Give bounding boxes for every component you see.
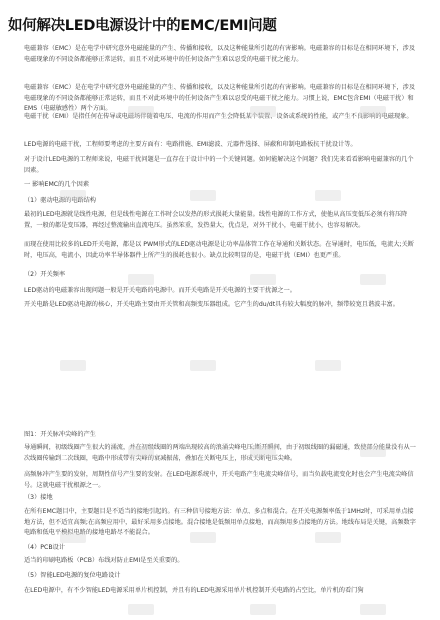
subheading-switching-frequency: （2）开关频率 <box>24 271 66 278</box>
watermark-tile <box>128 106 154 117</box>
figure-caption: 图1：开关脉冲尖峰的产生 <box>24 431 96 438</box>
paragraph-design-aspects: LED电源的电磁干扰，工程师要考虑的主要方面有：电路措施、EMI滤波、元器件选择、屏蔽和印制电路板抗干扰设计等。 <box>24 141 357 148</box>
paragraph-switching-source: LED驱动的电磁兼容出现问题一般是开关电路的电源中。而开关电路是开关电源的主要干扰源之一。 <box>24 287 296 294</box>
watermark-tile <box>190 190 216 201</box>
watermark-tile <box>60 190 86 201</box>
watermark-tile <box>315 532 341 543</box>
paragraph-intro-question: 对于设计LED电源的工程师来说，电磁干扰问题是一直存在于设计中的一个关键问题。如何能解决这个问题？我们先来看看影响电磁兼容的几个因素。 <box>24 156 414 174</box>
subheading-pcb-design: （4）PCB设计 <box>24 544 65 551</box>
subheading-grounding: （3）接地 <box>24 494 53 501</box>
watermark-tile <box>190 360 216 371</box>
watermark-tile <box>128 274 154 285</box>
watermark-tile <box>315 190 341 201</box>
article-title: 如何解决LED电源设计中的EMC/EMI问题 <box>8 18 277 34</box>
subheading-circuit-structure: （1）驱动电源的电路结构 <box>24 197 96 204</box>
paragraph-reset-circuit: 在LED电源中，有不少智能LED电源采用单片机控制，并且有的LED电源采用单片机控制开关电路的占空比，单片机的看门狗 <box>24 587 364 594</box>
watermark-tile <box>60 532 86 543</box>
paragraph-emi-definition: 电磁干扰（EMI）是指任何在传导或电磁场伴随着电压、电流的作用而产生会降低某个装置、设备或系统的性能，或产生不良影响的电磁现象。 <box>24 113 413 120</box>
watermark-tile <box>250 106 276 117</box>
section-heading-factors: 一 影响EMC的几个因素 <box>24 181 90 188</box>
paragraph-emc-scope: 电磁兼容（EMC）是在电学中研究意外电磁能量的产生、传播和接收，以及这种能量所引起的有害影响。电磁兼容的目标是在相同环境下，涉及电磁现象的不同设备都能够正常运转，而且不对此环境中的任何设备产生难以忍受的电磁干扰之能力。习惯上说，EMC包含EMI（电磁干扰）和EMS（电磁敏感性）两个方面。 <box>24 84 416 113</box>
watermark-tile <box>250 274 276 285</box>
figure-placeholder <box>24 321 416 427</box>
paragraph-switching-supply: 而现在使用比较多的LED开关电源，都是以 PWM形式的LED驱动电源是让功率晶体管工作在导通和关断状态。在导通时，电压低，电流大;关断时，电压高，电流小，因此功率半导体器件上所产生的损耗也很小。缺点比较明显的是，电磁干扰（EMI）也更严重。 <box>24 241 414 259</box>
watermark-tile <box>60 360 86 371</box>
watermark-tile <box>250 604 276 615</box>
watermark-tile <box>360 446 386 457</box>
watermark-tile <box>190 532 216 543</box>
watermark-tile <box>315 360 341 371</box>
paragraph-switching-core: 开关电路是LED驱动电源的核心，开关电路主要由开关管和高频变压器组成。它产生的du/dt具有较大幅度的脉冲，频带较宽且谐波丰富。 <box>24 301 399 308</box>
paragraph-emc-definition: 电磁兼容（EMC）是在电学中研究意外电磁能量的产生、传播和接收，以及这种能量所引起的有害影响。电磁兼容的目标是在相同环境下，涉及电磁现象的不同设备都能够正常运转，而且不对此环境中的任何设备产生难以忍受的电磁干扰之能力。 <box>24 45 416 63</box>
watermark-tile <box>360 604 386 615</box>
watermark-tile <box>360 274 386 285</box>
watermark-tile <box>360 106 386 117</box>
paragraph-turn-on-surge: 导通瞬间，初级线圈产生很大的涌流，并在初级线圈的两端出现较高的浪涌尖峰电压;断开瞬间，由于初级线圈的漏磁通，致使部分能量没有从一次线圈传输到二次线圈，电路中形成带有尖峰的衰减振荡，叠加在关断电压上，形成关断电压尖峰。 <box>24 444 416 462</box>
paragraph-linear-supply: 最初的LED电源就是线性电源，但是线性电源在工作时会以发热的形式损耗大量能量。线性电源的工作方式，使他从高压变低压必须有将压降置，一般的都是变压器，再经过整流输出直流电压。虽然笨重，发热量大，优点是，对外干扰小，电磁干扰小，也容易解决。 <box>24 211 408 229</box>
watermark-tile <box>128 446 154 457</box>
paragraph-pulse-emission: 高频脉冲产生要的发射，周期性信号产生要的发射。在LED电源系统中，开关电路产生电流尖峰信号，而当负载电流变化时也会产生电流尖峰信号。这就电磁干扰根源之一。 <box>24 471 414 489</box>
watermark-tile <box>128 604 154 615</box>
watermark-tile <box>250 446 276 457</box>
subheading-reset-circuit: （5）智能LED电源的复位电路设计 <box>24 572 121 579</box>
paragraph-pcb-layout: 适当的印刷电路板（PCB）布线对防止EMI是至关重要的。 <box>24 557 184 564</box>
paragraph-grounding: 在所有EMC题目中，主要题目是不适当的接地引起的。有三种信号接地方法：单点、多点和混合。在开关电源频率低于1MHz时，可采用单点接地方法，但不适宜高频;在高频应用中，最好采用多点接地。混合接地是低频用单点接地，而高频用多点接地的方法。地线布局是关键，高频数字电路和低电平模拟电路的接地电路尽不能混合。 <box>24 508 416 537</box>
